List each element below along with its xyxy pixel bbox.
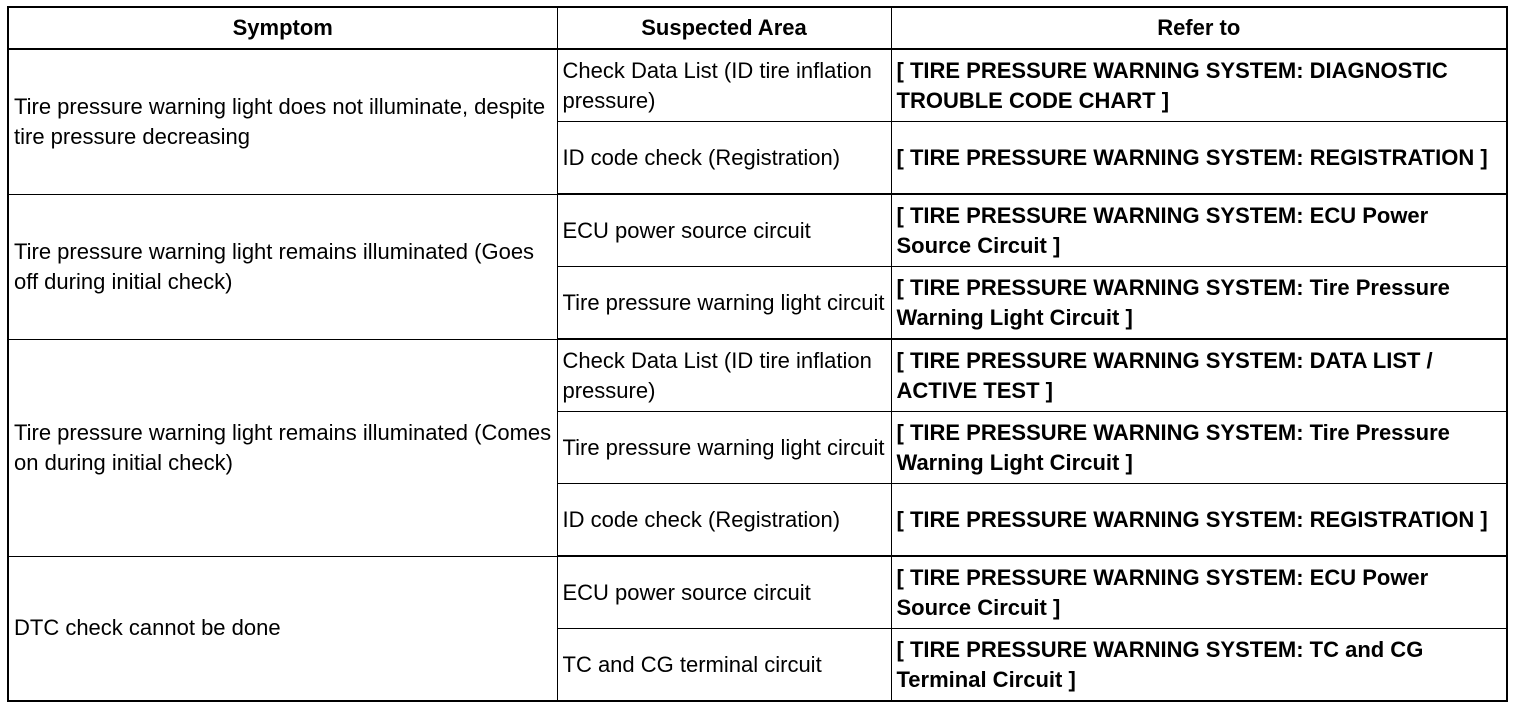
symptom-cell: DTC check cannot be done bbox=[8, 556, 557, 701]
refer-to-cell: [ TIRE PRESSURE WARNING SYSTEM: TC and CG Terminal Circuit ] bbox=[891, 629, 1507, 702]
table-row bbox=[8, 194, 1507, 267]
refer-to-cell: [ TIRE PRESSURE WARNING SYSTEM: Tire Pressure Warning Light Circuit ] bbox=[891, 412, 1507, 484]
suspected-area-cell: Tire pressure warning light circuit bbox=[557, 412, 891, 484]
refer-to-cell: [ TIRE PRESSURE WARNING SYSTEM: DIAGNOSTIC TROUBLE CODE CHART ] bbox=[891, 49, 1507, 122]
symptom-cell: Tire pressure warning light remains illuminated (Goes off during initial check) bbox=[8, 194, 557, 339]
suspected-area-cell: ECU power source circuit bbox=[557, 556, 891, 629]
suspected-area-cell: ECU power source circuit bbox=[557, 194, 891, 267]
header-refer-to: Refer to bbox=[891, 7, 1507, 49]
refer-to-cell: [ TIRE PRESSURE WARNING SYSTEM: ECU Power Source Circuit ] bbox=[891, 194, 1507, 267]
suspected-area-cell: Check Data List (ID tire inflation pressure) bbox=[557, 339, 891, 412]
suspected-area-cell: TC and CG terminal circuit bbox=[557, 629, 891, 702]
refer-to-cell: [ TIRE PRESSURE WARNING SYSTEM: DATA LIST / ACTIVE TEST ] bbox=[891, 339, 1507, 412]
symptom-cell: Tire pressure warning light does not illuminate, despite tire pressure decreasing bbox=[8, 49, 557, 194]
symptom-cell: Tire pressure warning light remains illuminated (Comes on during initial check) bbox=[8, 339, 557, 556]
header-row bbox=[8, 7, 1507, 49]
refer-to-cell: [ TIRE PRESSURE WARNING SYSTEM: REGISTRATION ] bbox=[891, 484, 1507, 557]
troubleshooting-table-container bbox=[7, 6, 1508, 702]
header-symptom: Symptom bbox=[8, 7, 557, 49]
header-suspected-area: Suspected Area bbox=[557, 7, 891, 49]
suspected-area-cell: Check Data List (ID tire inflation pressure) bbox=[557, 49, 891, 122]
refer-to-cell: [ TIRE PRESSURE WARNING SYSTEM: Tire Pressure Warning Light Circuit ] bbox=[891, 267, 1507, 340]
table-row bbox=[8, 339, 1507, 412]
suspected-area-cell: ID code check (Registration) bbox=[557, 122, 891, 195]
table-row bbox=[8, 556, 1507, 629]
table-row bbox=[8, 49, 1507, 122]
suspected-area-cell: ID code check (Registration) bbox=[557, 484, 891, 557]
refer-to-cell: [ TIRE PRESSURE WARNING SYSTEM: REGISTRATION ] bbox=[891, 122, 1507, 195]
suspected-area-cell: Tire pressure warning light circuit bbox=[557, 267, 891, 340]
problem-symptoms-table bbox=[7, 6, 1508, 702]
refer-to-cell: [ TIRE PRESSURE WARNING SYSTEM: ECU Power Source Circuit ] bbox=[891, 556, 1507, 629]
